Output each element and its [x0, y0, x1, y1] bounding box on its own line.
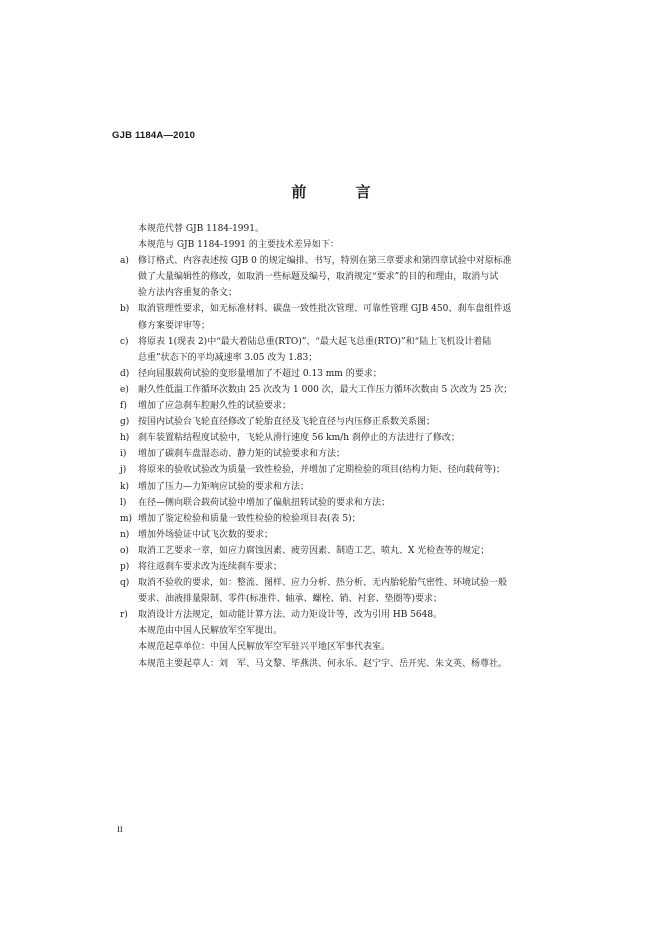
outro-line: 本规范由中国人民解放军空军提出。 [138, 626, 283, 637]
list-item-line: 增加了鉴定检验和质量一致性检验的检验项目表(表 5)； [138, 513, 361, 524]
list-item [120, 382, 560, 398]
list-item-marker: e) [120, 384, 129, 395]
page-number: II [117, 824, 123, 834]
list-item-marker: j) [120, 465, 127, 476]
list-item-line: 径向屈服载荷试验的变形量增加了不超过 0.13 mm 的要求； [138, 368, 382, 379]
list-item-line: 按国内试验台飞轮直径修改了轮胎直径及飞轮直径与内压修正系数关系图； [138, 417, 436, 428]
list-item-text [138, 414, 560, 430]
list-item-line: 将原来的验收试验改为质量一致性检验，并增加了定期检验的项目(结构力矩、径向载荷等)； [138, 465, 506, 476]
list-item-line: 在径—侧向联合载荷试验中增加了偏航扭转试验的要求和方法； [138, 497, 391, 508]
list-item-line: 耐久性低温工作循环次数由 25 次改为 1 000 次，最大工作压力循环次数由 5 次改为 25 次； [138, 384, 513, 395]
list-item-line: 取消工艺要求一章，如应力腐蚀因素、疲劳因素、制造工艺、喷丸、X 光检查等的规定； [138, 545, 490, 556]
list-item-line: 刹车装置粘结程度试验中，飞轮从滑行速度 56 km/h 刹停止的方法进行了修改； [138, 433, 460, 444]
list-item-line: 增加了应急刹车腔耐久性的试验要求； [138, 401, 292, 412]
list-item-line: 验方法内容重复的条文； [138, 288, 238, 299]
list-item [120, 575, 560, 607]
list-item [120, 430, 560, 446]
list-item [120, 462, 560, 478]
list-item-marker: c) [120, 336, 129, 347]
intro-line: 本规范代替 GJB 1184-1991。 [138, 224, 264, 234]
list-item [120, 527, 560, 543]
list-item-marker: p) [120, 561, 130, 572]
list-item-line: 要求、油液排量限制、零件(标准件、轴承、螺栓、销、衬套、垫圈等)要求； [138, 594, 443, 605]
list-item-text [138, 479, 560, 495]
list-item-text [138, 527, 560, 543]
list-item-line: 取消管理性要求，如无标准材料、碳盘一致性批次管理、可靠性管理 GJB 450、刹车盘组件返 [138, 304, 512, 315]
list-item-line: 做了大量编辑性的修改，如取消一些标题及编号，取消规定“要求”的目的和理由，取消与试 [138, 272, 499, 283]
list-item [120, 607, 560, 623]
list-item-text [138, 382, 560, 398]
list-item [120, 543, 560, 559]
list-item-line: 将原表 1(现表 2)中“最大着陆总重(RTO)”、“最大起飞总重(RTO)”和“陆上飞机设计着陆 [138, 336, 492, 347]
outro-line: 本规范起草单位：中国人民解放军空军驻兴平地区军事代表室。 [138, 642, 391, 653]
list-item-marker: a) [120, 256, 129, 267]
document-code: GJB 1184A—2010 [112, 130, 196, 141]
list-item [120, 366, 560, 382]
intro-line: 本规范与 GJB 1184-1991 的主要技术差异如下： [138, 240, 339, 251]
list-item [120, 559, 560, 575]
list-item [120, 398, 560, 414]
list-item-text [138, 575, 560, 607]
list-item-text [138, 366, 560, 382]
list-item-marker: d) [120, 368, 130, 379]
list-item-line: 增加了碳刹车盘湿态动、静力矩的试验要求和方法； [138, 449, 346, 460]
list-item [120, 495, 560, 511]
list-item [120, 414, 560, 430]
list-item-text [138, 559, 560, 575]
list-item-text [138, 607, 560, 623]
difference-list [120, 253, 560, 623]
list-item-line: 将往返刹车要求改为连续刹车要求； [138, 561, 283, 572]
list-item-text [138, 462, 560, 478]
list-item-text [138, 253, 560, 301]
list-item-text [138, 398, 560, 414]
list-item-line: 取消设计方法规定，如动能计算方法、动力矩设计等，改为引用 HB 5648。 [138, 610, 443, 621]
list-item-text [138, 495, 560, 511]
list-item-marker: b) [120, 304, 130, 315]
foreword-body [120, 221, 560, 672]
list-item-marker: n) [120, 529, 130, 540]
list-item-text [138, 543, 560, 559]
list-item-line: 修订格式、内容表述按 GJB 0 的规定编排、书写，特别在第三章要求和第四章试验中对原标准 [138, 256, 512, 267]
list-item-marker: l) [120, 497, 127, 508]
list-item-text [138, 301, 560, 333]
list-item [120, 301, 560, 333]
list-item-marker: h) [120, 433, 130, 444]
list-item [120, 511, 560, 527]
list-item-marker: g) [120, 417, 130, 428]
list-item-line: 增加了压力—力矩响应试验的要求和方法； [138, 481, 310, 492]
list-item-marker: k) [120, 481, 129, 492]
list-item [120, 253, 560, 301]
list-item-marker: i) [120, 449, 127, 460]
list-item-text [138, 430, 560, 446]
list-item-line: 修方案要评审等； [138, 320, 211, 331]
outro-line: 本规范主要起草人：刘 军、马文黎、毕燕洪、何永乐、赵宁宇、岳开宪、朱文英、杨尊社。 [138, 658, 508, 669]
list-item-marker: r) [120, 610, 128, 621]
list-item-text [138, 511, 560, 527]
list-item [120, 479, 560, 495]
list-item-text [138, 334, 560, 366]
list-item [120, 334, 560, 366]
list-item-line: 增加外场验证中试飞次数的要求； [138, 529, 274, 540]
list-item-marker: o) [120, 545, 129, 556]
list-item-line: 总重”状态下的平均减速率 3.05 改为 1.83； [138, 352, 318, 363]
list-item-marker: q) [120, 578, 130, 589]
list-item-marker: m) [120, 513, 133, 524]
list-item [120, 446, 560, 462]
list-item-marker: f) [120, 401, 127, 412]
list-item-line: 取消不验收的要求，如：整流、图样、应力分析、热分析、无内胎轮胎气密性、环境试验一般 [138, 578, 508, 589]
list-item-text [138, 446, 560, 462]
section-title: 前 言 [291, 183, 393, 201]
